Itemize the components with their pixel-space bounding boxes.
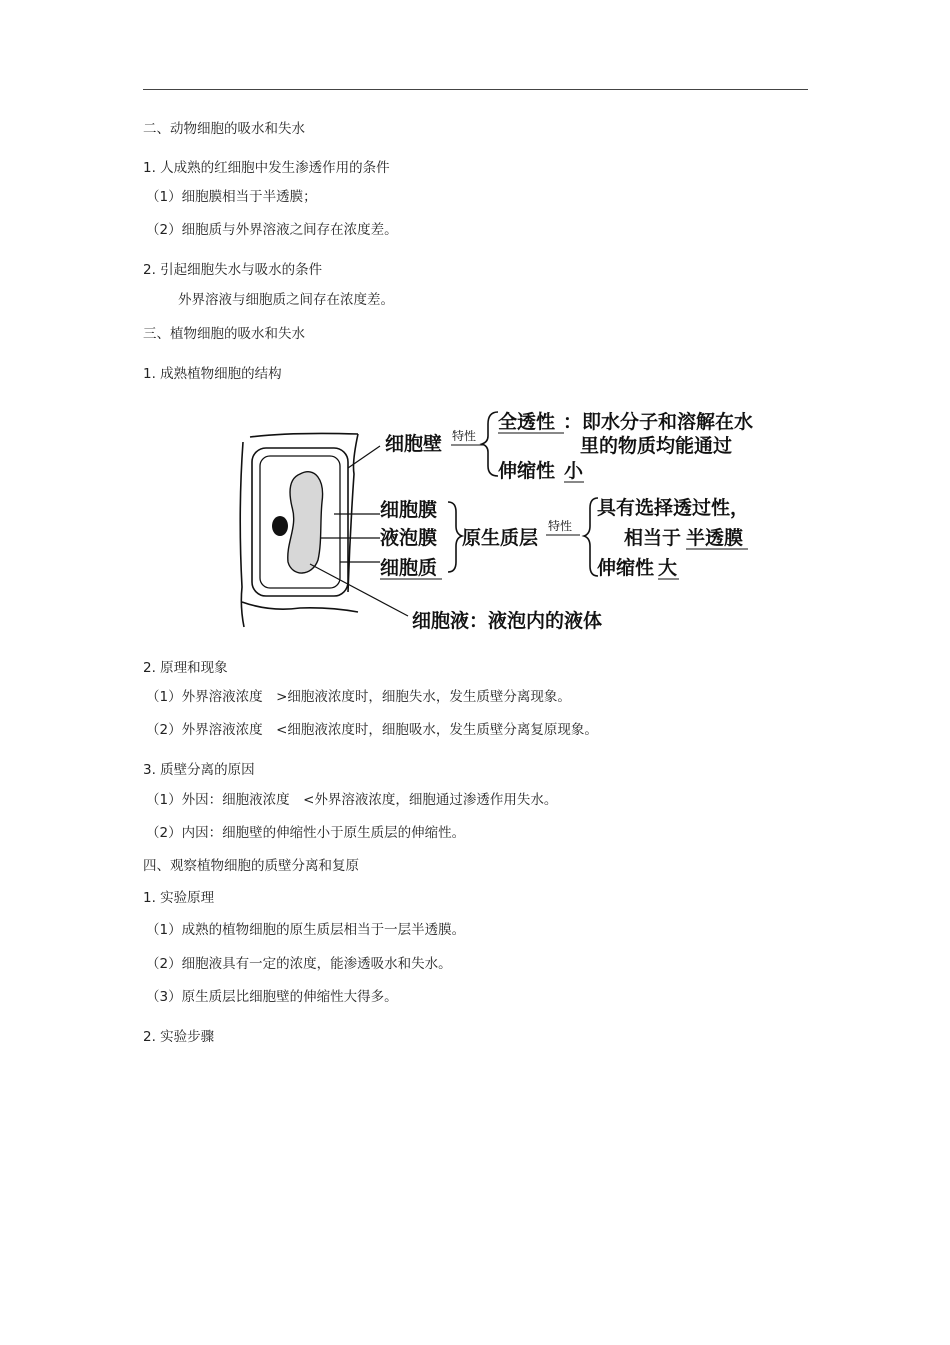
section-heading-experiment: 四、观察植物细胞的质壁分离和复原 — [143, 858, 359, 874]
header-rule — [143, 89, 808, 90]
label-layer-semipermeable: 半透膜 — [686, 527, 744, 549]
item-text: （1）成熟的植物细胞的原生质层相当于一层半透膜。 — [146, 922, 466, 938]
item-title: 2. 原理和现象 — [143, 660, 228, 676]
item-title: 3. 质壁分离的原因 — [143, 762, 255, 778]
item-title: 1. 成熟植物细胞的结构 — [143, 366, 282, 382]
item-text: （3）原生质层比细胞壁的伸缩性大得多。 — [146, 989, 398, 1005]
label-wall-perm-key: 全透性 — [498, 411, 556, 433]
label-vacuole-membrane: 液泡膜 — [380, 527, 438, 549]
label-cell-membrane: 细胞膜 — [380, 499, 438, 521]
label-cell-wall: 细胞壁 — [385, 433, 443, 455]
nucleus-shape — [272, 516, 288, 536]
label-layer-selective: 具有选择透过性， — [597, 497, 750, 519]
label-protoplast-layer: 原生质层 — [462, 527, 539, 549]
item-text: （2）细胞液具有一定的浓度，能渗透吸水和失水。 — [146, 956, 452, 972]
label-layer-stretch-val: 大 — [658, 557, 678, 579]
label-wall-prop: 特性 — [452, 429, 477, 443]
label-wall-stretch: 伸缩性 — [498, 460, 556, 482]
label-wall-stretch-val: 小 — [564, 460, 584, 482]
item-text: （2）内因：细胞壁的伸缩性小于原生质层的伸缩性。 — [146, 825, 466, 841]
label-cytoplasm: 细胞质 — [380, 557, 438, 579]
label-layer-stretch: 伸缩性 — [597, 557, 655, 579]
item-text: （1）外因：细胞液浓度 <外界溶液浓度，细胞通过渗透作用失水。 — [146, 792, 558, 808]
label-layer-prop: 特性 — [548, 519, 573, 533]
item-title: 1. 实验原理 — [143, 890, 215, 906]
section-heading-animal: 二、动物细胞的吸水和失水 — [143, 121, 305, 137]
item-text: 外界溶液与细胞质之间存在浓度差。 — [178, 292, 394, 308]
plant-cell-diagram — [230, 402, 790, 642]
section-heading-plant: 三、植物细胞的吸水和失水 — [143, 326, 305, 342]
item-title: 2. 实验步骤 — [143, 1029, 215, 1045]
label-wall-perm-desc2: 里的物质均能通过 — [580, 435, 733, 457]
item-text: （2）细胞质与外界溶液之间存在浓度差。 — [146, 222, 398, 238]
item-title: 1. 人成熟的红细胞中发生渗透作用的条件 — [143, 160, 390, 176]
label-cell-sap: 细胞液：液泡内的液体 — [412, 610, 603, 632]
item-text: （1）细胞膜相当于半透膜； — [146, 189, 317, 205]
label-layer-equiv: 相当于 — [624, 527, 682, 549]
vacuole-shape — [288, 472, 323, 573]
item-title: 2. 引起细胞失水与吸水的条件 — [143, 262, 323, 278]
label-wall-perm-desc1: 即水分子和溶解在水 — [582, 411, 754, 433]
item-text: （1）外界溶液浓度 >细胞液浓度时，细胞失水，发生质壁分离现象。 — [146, 689, 571, 705]
item-text: （2）外界溶液浓度 <细胞液浓度时，细胞吸水，发生质壁分离复原现象。 — [146, 722, 598, 738]
label-wall-perm-colon: ： — [563, 411, 583, 433]
